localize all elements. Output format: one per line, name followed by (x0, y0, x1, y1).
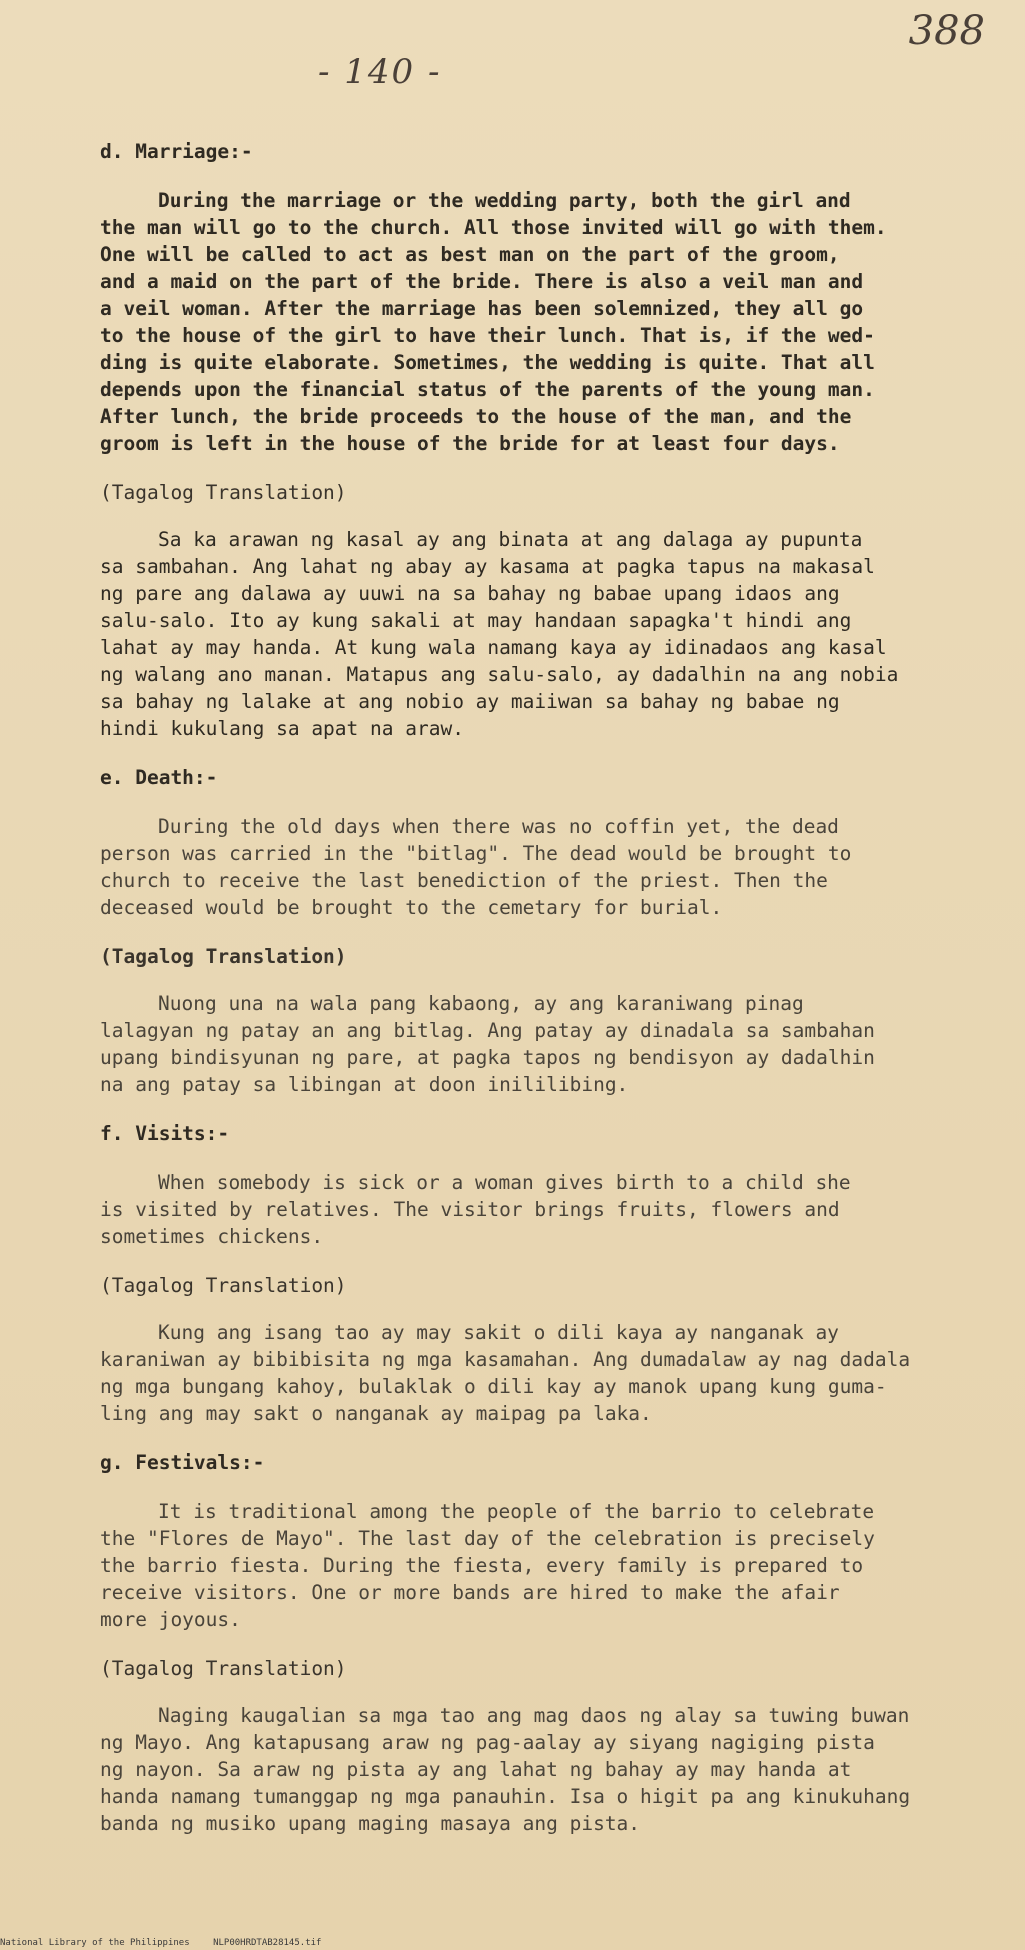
translation-label: (Tagalog Translation) (100, 481, 347, 504)
page-number: - 140 - (318, 52, 442, 92)
translation-label: (Tagalog Translation) (100, 945, 347, 968)
section-festivals (100, 1449, 960, 1837)
english-paragraph: During the old days when there was no coffin yet, the dead person was carried in the "bitlag". The dead would be brought to church to receive the last benediction of the priest. Then the deceased would be brought to the cemetary for burial. (100, 815, 852, 919)
english-paragraph: When somebody is sick or a woman gives birth to a child she is visited by relatives. The visitor brings fruits, flowers and sometimes chickens. (100, 1171, 851, 1248)
tagalog-paragraph: Kung ang isang tao ay may sakit o dili kaya ay nanganak ay karaniwan ay bibibisita ng mga kasamahan. Ang dumadalaw ay nag dadala ng mga bungang kahoy, bulaklak o dili kay ay manok upang kung guma- ling ang may sakt o nanganak ay maipag pa laka. (100, 1321, 911, 1425)
section-death (100, 764, 960, 1098)
section-heading: e. Death:- (100, 766, 218, 789)
section-visits (100, 1120, 960, 1427)
tagalog-paragraph: Sa ka arawan ng kasal ay ang binata at ang dalaga ay pupunta sa sambahan. Ang lahat ng abay ay kasama at pagka tapus na makasal ng pare ang dalawa ay uuwi na sa bahay ng babae upang idaos ang salu-salo. Ito ay kung sakali at may handaan sapagka't hindi ang lahat ay may handa. At kung wala namang kaya ay idinadaos ang kasal ng walang ano manan. Matapus ang salu-salo, ay dadalhin na ang nobia sa bahay ng lalake at ang nobio ay maiiwan sa bahay ng babae ng hindi kukulang sa apat na araw. (100, 528, 899, 740)
library-credit: National Library of the Philippines (0, 1938, 190, 1948)
english-paragraph: During the marriage or the wedding party, both the girl and the man will go to the church. All those invited will go with them. One will be called to act as best man on the part of the groom, and a maid on the part of the bride. There is also a veil man and a veil woman. After the marriage has been solemnized, they all go to the house of the girl to have their lunch. That is, if the wed- ding is quite elaborate. Sometimes, the wedding is quite. That all depends upon the financial status of the parents of the young man. After lunch, the bride proceeds to the house of the man, and the groom is left in the house of the bride for at least four days. (100, 189, 887, 455)
section-marriage (100, 138, 960, 742)
section-heading: d. Marriage:- (100, 140, 253, 163)
tagalog-paragraph: Nuong una na wala pang kabaong, ay ang karaniwang pinag lalagyan ng patay an ang bitlag. Ang patay ay dinadala sa sambahan upang bindisyunan ng pare, at pagka tapos ng bendisyon ay dadalhin na ang patay sa libingan at doon inililibing. (100, 992, 875, 1096)
section-heading: f. Visits:- (100, 1122, 230, 1145)
scan-footer (0, 1938, 339, 1948)
section-heading: g. Festivals:- (100, 1451, 265, 1474)
file-name: NLP00HRDTAB28145.tif (213, 1938, 322, 1948)
tagalog-paragraph: Naging kaugalian sa mga tao ang mag daos ng alay sa tuwing buwan ng Mayo. Ang katapusang araw ng pag-aalay ay siyang nagiging pista ng nayon. Sa araw ng pista ay ang lahat ng bahay ay may handa at handa namang tumanggap ng mga panauhin. Isa o higit pa ang kinukuhang banda ng musiko upang maging masaya ang pista. (100, 1704, 911, 1835)
translation-label: (Tagalog Translation) (100, 1657, 347, 1680)
english-paragraph: It is traditional among the people of the barrio to celebrate the "Flores de Mayo". The last day of the celebration is precisely the barrio fiesta. During the fiesta, every family is prepared to receive visitors. One or more bands are hired to make the afair more joyous. (100, 1500, 875, 1631)
translation-label: (Tagalog Translation) (100, 1274, 347, 1297)
document-body (100, 138, 960, 1859)
archive-page-stamp: 388 (908, 8, 985, 54)
